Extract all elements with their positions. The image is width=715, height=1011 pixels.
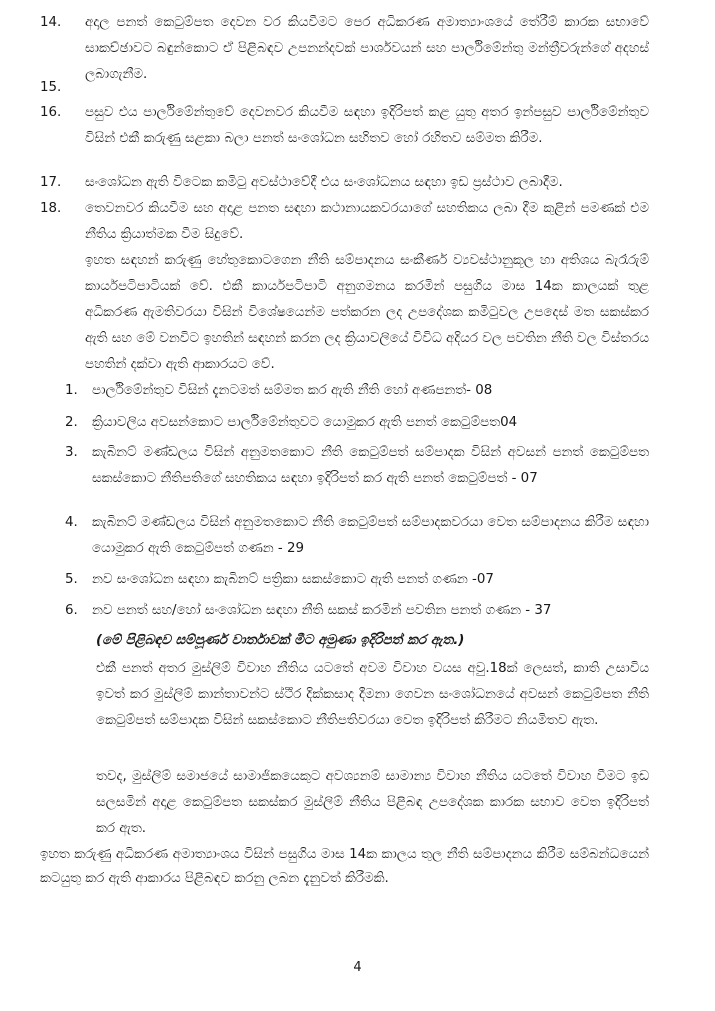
intro-paragraph: ඉහත සඳහන් කරුණු හේතුකොටගෙන නීති සම්පාදනය සංකීර්ණ ව්‍යවස්ථානුකූල හා අතිශය බැරෑරුම් කාර්යපටිපාටියක් වේ. එකී කාර්යපටිපාටි අනුගමනය කරමින් පසුගිය මාස 14ක කාලයක් තුළ අධිකරණ ඇමතිවරයා විසින් විශේෂයෙන්ම පත්කරන ලද උපදේශක කමිටුවල උපදෙස් මත සකස්කර ඇති සහ මේ වනවිට ඉහතින් සඳහන් කරන ලද ක්‍රියාවලියේ විවිධ අදියර වල පවතින නීති වල විස්තරය පහතින් දක්වා ඇති ආකාරයට වේ. [85,253,649,372]
list-item-5 [65,567,649,593]
item-text: ක්‍රියාවලිය අවසන්කොට පාර්ලිමේන්තුවට යොමුකර ඇති පනත් කෙටුම්පත04 [92,415,518,430]
item-text: කැබිනට් මණ්ඩලය විසින් අනුමතකොට නීති කෙටුම්පත් සම්පාදකවරයා වෙත සම්පාදනය කිරීම සඳහා යොමුකර ඇති කෙටුම්පත් ගණන - 29 [92,515,649,556]
report-attached-note: (මේ පිළිබඳව සම්පූර්ණ වාර්තාවක් මීට අමුණා ඉදිරිපත් කර ඇත.) [96,633,465,648]
closing-paragraph: ඉහත කරුණු අධිකරණ අමාත්‍යාංශය විසින් පසුගිය මාස 14ක කාලය තුල නීති සම්පාදනය කිරීම සම්බන්ධයෙන් කටයුතු කර ඇති ආකාරය පිළිබඳව කරනු ලබන දැනුවත් කිරීමකි. [40,847,649,886]
numbered-paragraph-18 [40,196,649,248]
page-number: 4 [353,960,362,975]
paragraph-text: පසුව එය පාර්ලිමේන්තුවේ දෙවනවර කියවීම සඳහා ඉදිරිපත් කළ යුතු අතර ඉන්පසුව පාර්ලිමේන්තුව විසින් එකී කරුණු සළකා බලා පනත් සංශෝධන සහිතව හෝ රහිතව සම්මත කිරීම. [85,105,649,146]
muslim-community-paragraph: තවද, මුස්ලිම් සමාජයේ සාමාජිකයෙකුට අවශ්‍යනම් සාමාන්‍ය විවාහ නීතිය යටතේ විවාහ වීමට ඉඩ සලසමින් අදාළ කෙටුම්පත සකස්කර මුස්ලිම් නීතිය පිළිබඳ උපදේශක කාරක සභාව වෙත ඉදිරිපත් කර ඇත. [96,769,649,836]
list-item-6 [65,598,649,624]
list-item-3 [65,440,649,492]
item-number: 1. [65,383,78,398]
paragraph-number: 15. [40,80,62,95]
item-number: 5. [65,572,78,587]
item-text: නව පනත් සහ/හෝ සංශෝධන සඳහා නීති සකස් කරමින් පවතින පනත් ගණන - 37 [92,603,552,618]
numbered-paragraph-16 [40,100,649,152]
numbered-paragraph-14 [40,10,649,88]
paragraph-number: 16. [40,105,62,120]
paragraph-number: 14. [40,15,62,30]
muslim-marriage-paragraph: එකී පනත් අතර මුස්ලිම් විවාහ නීතිය යටතේ අවම විවාහ වයස අවු.18ක් ලෙසත්, කාති උසාවිය ඉවත් කර මුස්ලිම් කාන්තාවන්ට ස්ථිර දික්කසාද දීමනා ගෙවන සංශෝධනයේ අවසන් කෙටුම්පත නීති කෙටුම්පත් සම්පාදක විසින් සකස්කොට නීතිපතිවරයා වෙත ඉදිරිපත් කිරීමට නියමිතව ඇත. [96,661,649,728]
list-item-4 [65,510,649,562]
item-number: 2. [65,415,78,430]
list-item-2 [65,410,649,436]
paragraph-text: සංශෝධන ඇති විටෙක කමිටු අවස්ථාවේදී එය සංශෝධනය සඳහා ඉඩ ප්‍රස්ථාව ලබාදීම. [85,175,563,190]
paragraph-text: අදාල පනත් කෙටුම්පත දෙවන වර කියවීමට පෙර අධිකරණ අමාත්‍යාංශයේ තේරීම් කාරක සභාවේ සාකච්ඡාවට බඳුන්කොට ඒ පිළිබඳව උපනන්දවක් පාර්ශවයන් සහ පාර්ලිමේන්තු මන්ත්‍රීවරුන්ගේ අදහස් ලබාගැනීම. [85,15,649,82]
item-number: 3. [65,445,78,460]
item-number: 6. [65,603,78,618]
numbered-paragraph-17 [40,170,649,196]
item-text: නව සංශෝධන සඳහා කැබිනට් පත්‍රිකා සකස්කොට ඇති පනත් ගණන -07 [92,572,494,587]
item-number: 4. [65,515,78,530]
item-text: පාර්ලිමේන්තුව විසින් දැනටමත් සම්මත කර ඇති නීති හෝ අණපනත්- 08 [92,383,493,398]
paragraph-text: තෙවනවර කියවීම සහ අදාළ පනත සඳහා කථානායකවරයාගේ සහතිකය ලබා දීම කුළින් පමණක් එම නීතිය ක්‍රියාත්මක වීම සිදුවේ. [85,201,649,242]
list-item-1 [65,378,649,404]
paragraph-number: 18. [40,201,62,216]
paragraph-number: 17. [40,175,62,190]
item-text: කැබිනට් මණ්ඩලය විසින් අනුමතකොට නීති කෙටුම්පත් සම්පාදක විසින් අවසන් පනත් කෙටුම්පත සකස්කොට නීතිපතිගේ සහතිකය සඳහා ඉදිරිපත් කර ඇති පනත් කෙටුම්පත් - 07 [92,445,649,486]
